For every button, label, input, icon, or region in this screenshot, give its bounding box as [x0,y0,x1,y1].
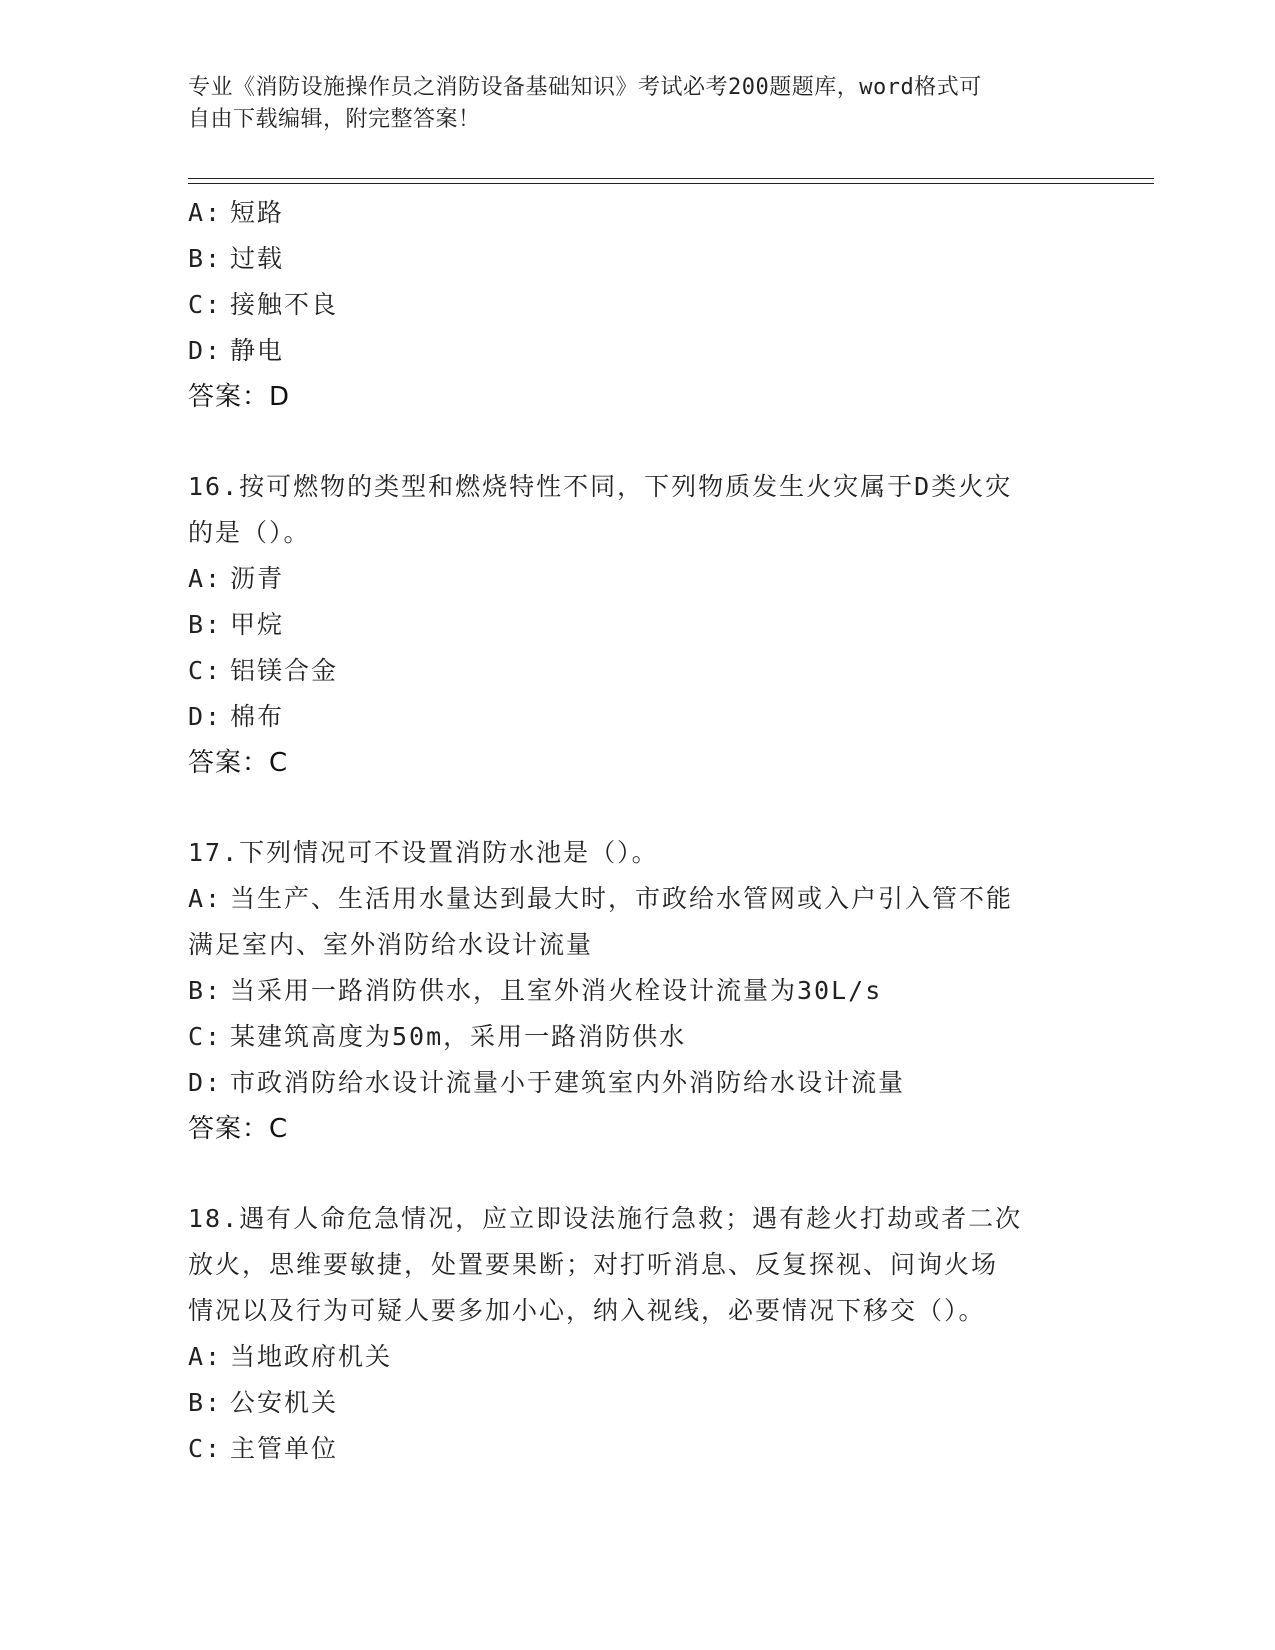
option-label: A: [188,198,223,227]
option-a [188,190,1088,236]
option-label: C: [188,1434,223,1463]
option-d [188,328,1088,374]
option-label: B: [188,1388,223,1417]
option-text: 甲烷 [230,610,285,639]
option-text: 短路 [230,198,285,227]
option-text: 某建筑高度为50m，采用一路消防供水 [230,1022,687,1051]
option-text: 铝镁合金 [230,656,339,685]
option-a [188,1334,1088,1380]
option-text: 主管单位 [230,1434,339,1463]
option-text: 接触不良 [230,290,339,319]
option-label: A: [188,564,223,593]
question-stem: 17.下列情况可不设置消防水池是（）。 [188,838,659,867]
question-list [188,190,1088,1516]
option-label: B: [188,244,223,273]
answer-line: 答案：C [188,748,289,778]
option-text: 过载 [230,244,285,273]
answer-line: 答案：D [188,382,291,412]
header-divider-bottom [188,183,1154,184]
header-line-2: 自由下载编辑，附完整答案！ [188,107,481,132]
option-a-continued: 满足室内、室外消防给水设计流量 [188,930,594,959]
header-divider-top [188,178,1154,179]
option-b [188,1380,1088,1426]
option-b [188,968,1088,1014]
option-label: C: [188,1022,223,1051]
document-header [188,72,1068,136]
option-label: C: [188,656,223,685]
question-15 [188,190,1088,420]
option-c [188,282,1088,328]
option-a [188,556,1088,602]
option-a [188,876,1088,922]
option-d [188,694,1088,740]
option-b [188,236,1088,282]
question-17 [188,830,1088,1152]
answer-line: 答案：C [188,1114,289,1144]
option-label: A: [188,1342,223,1371]
option-label: D: [188,702,223,731]
option-label: D: [188,336,223,365]
header-line-1: 专业《消防设施操作员之消防设备基础知识》考试必考200题题库，word格式可 [188,75,982,100]
option-text: 静电 [230,336,285,365]
option-text: 当采用一路消防供水，且室外消火栓设计流量为30L/s [230,976,883,1005]
option-c [188,1426,1088,1472]
option-text: 棉布 [230,702,285,731]
option-c [188,1014,1088,1060]
option-text: 沥青 [230,564,285,593]
option-text: 当地政府机关 [230,1342,393,1371]
option-text: 当生产、生活用水量达到最大时，市政给水管网或入户引入管不能 [230,884,1014,913]
question-18 [188,1196,1088,1472]
option-d [188,1060,1088,1106]
question-16 [188,464,1088,786]
question-stem-continued: 放火，思维要敏捷，处置要果断；对打听消息、反复探视、问询火场 [188,1250,999,1279]
option-b [188,602,1088,648]
option-text: 公安机关 [230,1388,339,1417]
option-label: B: [188,610,223,639]
option-text: 市政消防给水设计流量小于建筑室内外消防给水设计流量 [230,1068,906,1097]
question-stem-continued: 情况以及行为可疑人要多加小心，纳入视线，必要情况下移交（）。 [188,1296,986,1325]
option-label: C: [188,290,223,319]
question-stem: 18.遇有人命危急情况，应立即设法施行急救；遇有趁火打劫或者二次 [188,1204,1023,1233]
question-stem-continued: 的是（）。 [188,518,311,547]
option-label: D: [188,1068,223,1097]
option-c [188,648,1088,694]
question-stem: 16.按可燃物的类型和燃烧特性不同，下列物质发生火灾属于D类火灾 [188,472,1013,501]
option-label: B: [188,976,223,1005]
option-label: A: [188,884,223,913]
